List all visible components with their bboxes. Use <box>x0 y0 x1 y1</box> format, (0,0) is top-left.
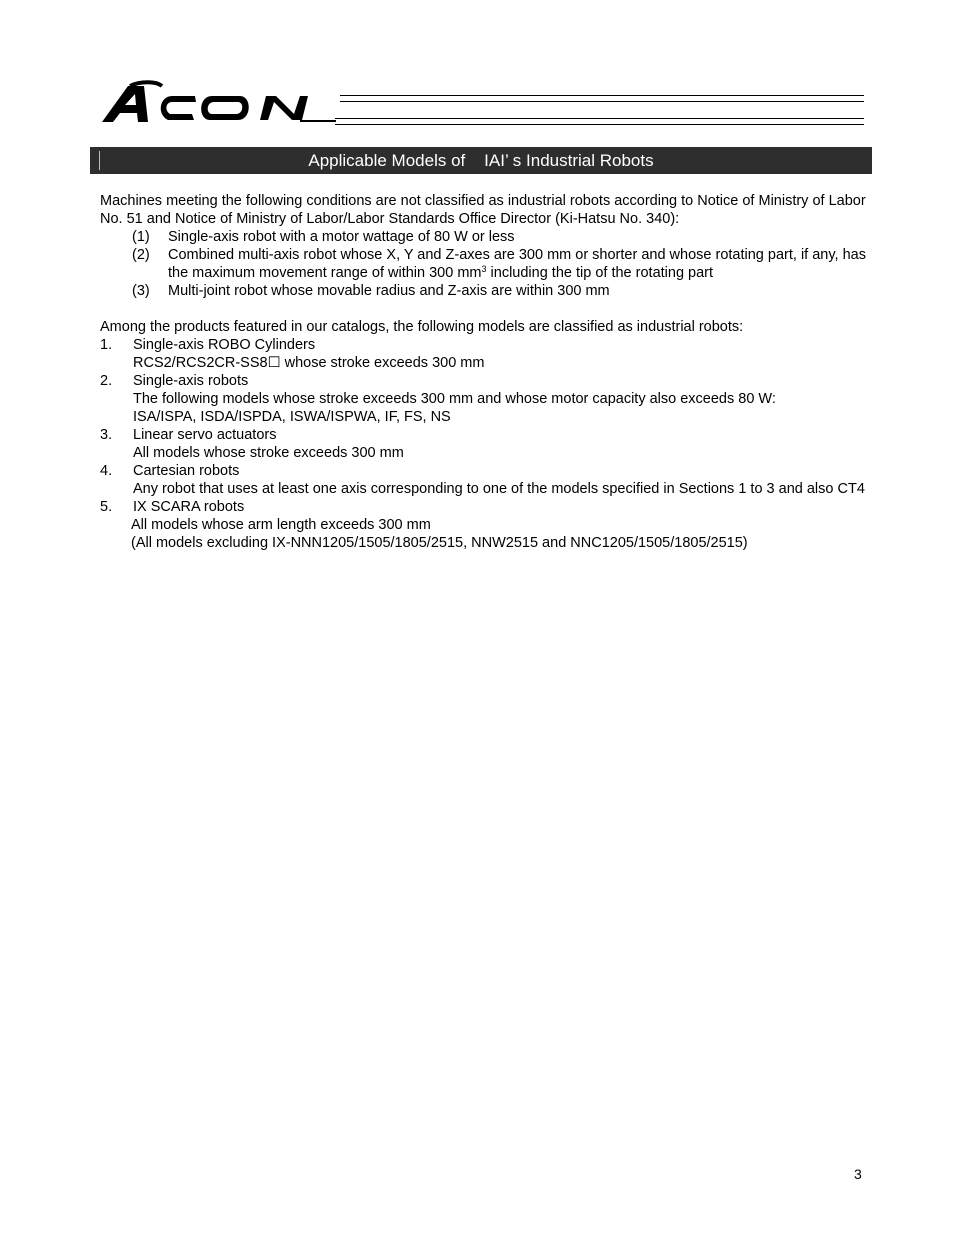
model-item <box>100 498 882 516</box>
model-detail: (All models excluding IX-NNN1205/1505/1805/2515, NNW2515 and NNC1205/1505/1805/2515) <box>131 535 748 551</box>
model-item <box>100 372 882 390</box>
models-intro: Among the products featured in our catalogs, the following models are classified as industrial robots: <box>100 319 744 335</box>
condition-item <box>100 282 882 300</box>
model-title: Linear servo actuators <box>133 427 277 443</box>
acon-logo-graphic <box>100 80 340 126</box>
model-detail: All models whose arm length exceeds 300 mm <box>131 517 431 533</box>
acon-logo <box>100 80 340 126</box>
header-rule-top <box>340 95 864 102</box>
condition-text-cont: including the tip of the rotating part <box>486 265 714 281</box>
condition-number: (1) <box>132 229 150 245</box>
section-title-suffix: IAI’ s Industrial Robots <box>484 151 654 170</box>
condition-item <box>100 228 882 246</box>
model-item <box>100 426 882 444</box>
model-number: 4. <box>100 463 113 479</box>
model-number: 5. <box>100 499 113 515</box>
condition-number: (2) <box>132 247 150 263</box>
model-detail: RCS2/RCS2CR-SS8☐ whose stroke exceeds 300 mm <box>133 355 485 371</box>
model-number: 3. <box>100 427 113 443</box>
header-rule-bottom <box>335 118 864 125</box>
model-number: 1. <box>100 337 113 353</box>
model-title: Cartesian robots <box>133 463 240 479</box>
model-title: Single-axis ROBO Cylinders <box>133 337 316 353</box>
section-title-prefix: Applicable Models of <box>308 151 466 170</box>
title-spacer <box>465 151 484 170</box>
model-title: IX SCARA robots <box>133 499 245 515</box>
model-item <box>100 462 882 480</box>
model-number: 2. <box>100 373 113 389</box>
model-detail: Any robot that uses at least one axis corresponding to one of the models specified in Sections 1 to 3 and also CT4 <box>133 481 865 497</box>
model-item <box>100 336 882 354</box>
intro-paragraph: Machines meeting the following conditions are not classified as industrial robots according to Notice of Ministry of Labor No. 51 and Notice of Ministry of Labor/Labor Standards Office Director (Ki-Hatsu No. 340): <box>100 193 866 227</box>
model-title: Single-axis robots <box>133 373 249 389</box>
condition-text: Single-axis robot with a motor wattage of 80 W or less <box>168 229 515 245</box>
condition-text: Combined multi-axis robot whose X, Y and Z-axes are 300 mm or shorter and whose rotating part, if any, has the maximum movement range of within 300 mm <box>168 247 866 281</box>
section-title-bar <box>90 147 872 174</box>
model-detail: ISA/ISPA, ISDA/ISPDA, ISWA/ISPWA, IF, FS, NS <box>133 409 451 425</box>
condition-text: Multi-joint robot whose movable radius and Z-axis are within 300 mm <box>168 283 610 299</box>
model-detail: The following models whose stroke exceeds 300 mm and whose motor capacity also exceeds 80 W: <box>133 391 776 407</box>
superscript: 3 <box>481 264 487 274</box>
title-bar-marker <box>99 151 100 170</box>
page-number: 3 <box>854 1166 862 1182</box>
condition-number: (3) <box>132 283 150 299</box>
model-detail: All models whose stroke exceeds 300 mm <box>133 445 404 461</box>
document-body <box>100 192 882 552</box>
condition-item <box>100 246 882 282</box>
